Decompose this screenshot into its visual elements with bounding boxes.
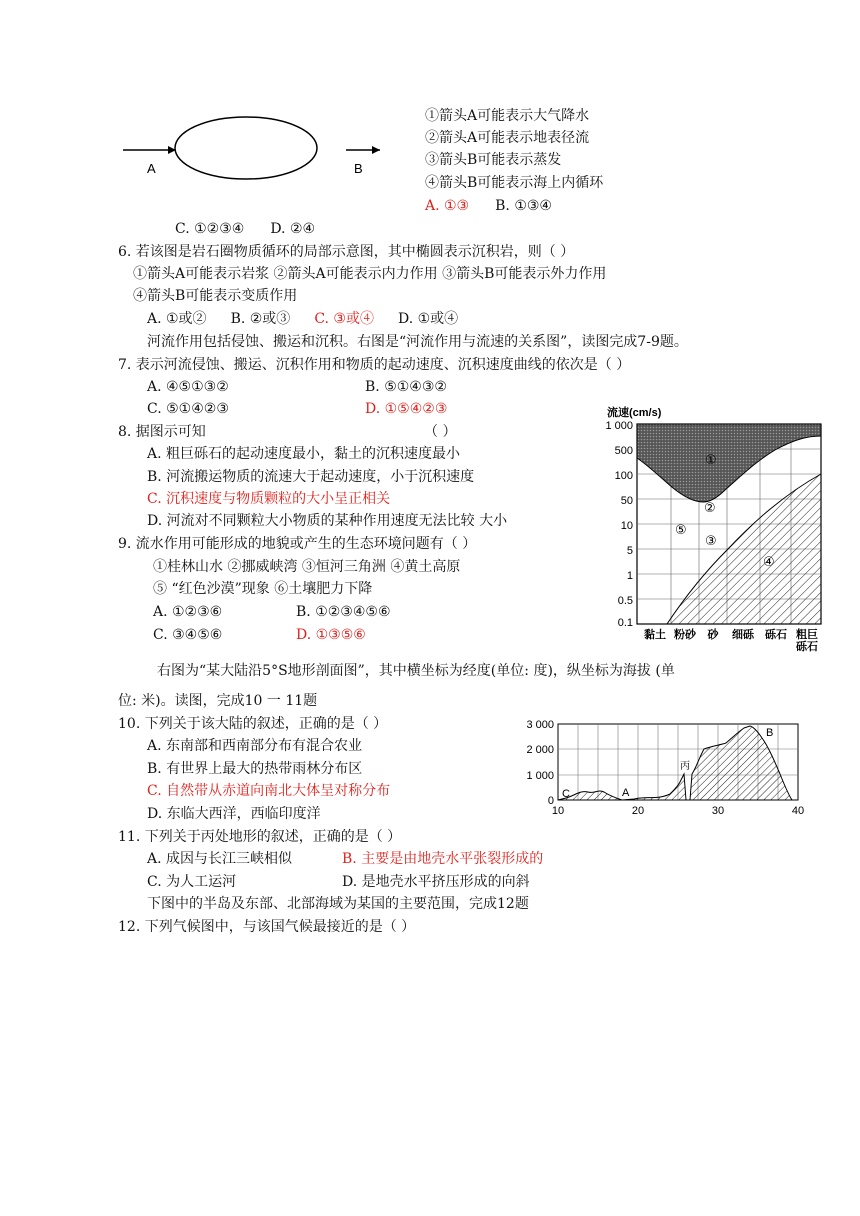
profile-label-c: C xyxy=(562,788,570,800)
region-2-label: ② xyxy=(704,500,716,515)
y-tick: 100 xyxy=(614,470,633,482)
q6-answer-a: A. ①或② xyxy=(147,311,207,327)
q7-stem: 7. 表示河流侵蚀、搬运、沉积作用和物质的起动速度、沉积速度曲线的依次是（ ） xyxy=(118,357,631,373)
terrain-profile-chart xyxy=(522,716,812,818)
option-3: ③箭头B可能表示蒸发 xyxy=(425,152,562,168)
q6-answer-c: C. ③或④ xyxy=(314,311,374,327)
x-tick: 20 xyxy=(631,805,645,817)
region-4-label: ④ xyxy=(763,554,775,569)
y-tick: 1 xyxy=(626,570,633,582)
q6-answers xyxy=(147,309,458,329)
q7-answer-d: D. ①⑤④②③ xyxy=(365,401,448,417)
q8-stem: 8. 据图示可知 xyxy=(118,424,206,440)
q9-line1: ①桂林山水 ②挪威峡湾 ③恒河三角洲 ④黄土高原 xyxy=(153,559,461,575)
intro-12: 下图中的半岛及东部、北部海域为某国的主要范围，完成12题 xyxy=(147,896,529,912)
y-tick: 50 xyxy=(620,495,633,507)
q9-answer-a: A. ①②③⑥ xyxy=(153,604,223,620)
q11-answer-b: B. 主要是由地壳水平张裂形成的 xyxy=(342,851,544,867)
q5-answer-a: A. ①③ xyxy=(425,198,470,214)
region-3-label: ③ xyxy=(705,533,717,548)
q10-answer-a: A. 东南部和西南部分布有混合农业 xyxy=(147,738,363,754)
q9-line2: ⑤ “红色沙漠”现象 ⑥土壤肥力下降 xyxy=(153,581,373,597)
y-tick: 0.5 xyxy=(617,595,633,607)
option-2: ②箭头A可能表示地表径流 xyxy=(425,130,590,146)
y-tick: 1 000 xyxy=(605,420,633,432)
river-velocity-chart xyxy=(595,402,835,652)
y-tick: 0.1 xyxy=(617,617,633,629)
q9-answer-d: D. ①③⑤⑥ xyxy=(296,627,366,643)
q10-answer-d: D. 东临大西洋，西临印度洋 xyxy=(147,806,321,822)
y-tick: 5 xyxy=(626,545,633,557)
y-tick: 1 000 xyxy=(526,770,554,782)
q12-stem: 12. 下列气候图中，与该国气候最接近的是（ ） xyxy=(118,919,416,935)
q5-answer-c: C. ①②③④ xyxy=(175,221,245,237)
x-tick: 10 xyxy=(551,805,565,817)
intro-7-9: 河流作用包括侵蚀、搬运和沉积。右图是“河流作用与流速的关系图”，读图完成7-9题。 xyxy=(147,334,688,350)
option-1: ①箭头A可能表示大气降水 xyxy=(425,108,590,124)
q8-answer-a: A. 粗巨砾石的起动速度最小，黏土的沉积速度最小 xyxy=(147,446,461,462)
x-cat: 黏土 xyxy=(644,629,666,641)
ellipse-shape xyxy=(175,117,317,179)
intro-10-11-line2: 位: 米)。读图，完成10 一 11题 xyxy=(118,693,318,709)
x-cat: 细砾 xyxy=(732,629,754,641)
q6-line1: ①箭头A可能表示岩浆 ②箭头A可能表示内力作用 ③箭头B可能表示外力作用 xyxy=(133,266,607,282)
option-4: ④箭头B可能表示海上内循环 xyxy=(425,175,604,191)
q6-answer-b: B. ②或③ xyxy=(230,311,291,327)
q11-answer-a: A. 成因与长江三峡相似 xyxy=(147,851,293,867)
x-cat: 砾石 xyxy=(796,641,818,652)
x-tick: 40 xyxy=(791,805,805,817)
q8-answer-d: D. 河流对不同颗粒大小物质的某种作用速度无法比较 大小 xyxy=(147,513,508,529)
q5-answers-ab xyxy=(425,196,552,216)
q6-line2: ④箭头B可能表示变质作用 xyxy=(133,288,298,304)
q10-stem: 10. 下列关于该大陆的叙述，正确的是（ ） xyxy=(118,716,388,732)
q6-answer-d: D. ①或④ xyxy=(397,311,459,327)
chart1-ylabel: 流速(cm/s) xyxy=(607,407,662,419)
q7-answer-c: C. ⑤①④②③ xyxy=(147,401,229,417)
x-cat: 砂 xyxy=(707,629,719,641)
q9-answer-c: C. ③④⑤⑥ xyxy=(153,627,223,643)
q7-answer-b: B. ⑤①④③② xyxy=(365,379,447,395)
q6-stem: 6. 若该图是岩石圈物质循环的局部示意图，其中椭圆表示沉积岩，则（ ） xyxy=(118,244,575,260)
profile-label-b: B xyxy=(766,727,774,739)
q9-answer-b: B. ①②③④⑤⑥ xyxy=(296,604,391,620)
q11-stem: 11. 下列关于丙处地形的叙述，正确的是（ ） xyxy=(118,829,402,845)
intro-10-11-line1: 右图为“某大陆沿5°S地形剖面图”，其中横坐标为经度(单位: 度)，纵坐标为海拔 (单 xyxy=(157,663,675,679)
y-tick: 500 xyxy=(614,445,633,457)
x-cat: 粉砂 xyxy=(674,629,696,641)
q9-stem: 9. 流水作用可能形成的地貌或产生的生态环境问题有（ ） xyxy=(118,536,477,552)
arrow-b-label: B xyxy=(354,161,363,176)
x-cat: 粗巨 xyxy=(796,629,818,641)
y-tick: 2 000 xyxy=(526,744,554,756)
region-1-label: ① xyxy=(705,452,717,467)
q8-answer-c: C. 沉积速度与物质颗粒的大小呈正相关 xyxy=(147,491,391,507)
q11-answer-c: C. 为人工运河 xyxy=(147,874,237,890)
water-cycle-diagram xyxy=(118,108,380,188)
y-tick: 10 xyxy=(620,520,633,532)
x-cat: 砾石 xyxy=(765,629,787,641)
q8-answer-b: B. 河流搬运物质的流速大于起动速度，小于沉积速度 xyxy=(147,469,475,485)
q7-answer-a: A. ④⑤①③② xyxy=(147,379,229,395)
arrow-a-label: A xyxy=(147,161,156,176)
profile-label-bing: 丙 xyxy=(680,761,690,772)
q11-answer-d: D. 是地壳水平挤压形成的向斜 xyxy=(342,874,530,890)
y-tick: 0 xyxy=(547,795,554,807)
q10-answer-c: C. 自然带从赤道向南北大体呈对称分布 xyxy=(147,783,391,799)
q5-answers-cd xyxy=(175,219,315,239)
profile-label-a: A xyxy=(622,787,630,799)
q8-paren: （ ） xyxy=(424,424,457,440)
region-5-label: ⑤ xyxy=(675,522,687,537)
y-tick: 3 000 xyxy=(526,719,554,731)
q5-answer-d: D. ②④ xyxy=(270,221,316,237)
q5-answer-b: B. ①③④ xyxy=(495,198,552,214)
q10-answer-b: B. 有世界上最大的热带雨林分布区 xyxy=(147,761,363,777)
x-tick: 30 xyxy=(711,805,725,817)
